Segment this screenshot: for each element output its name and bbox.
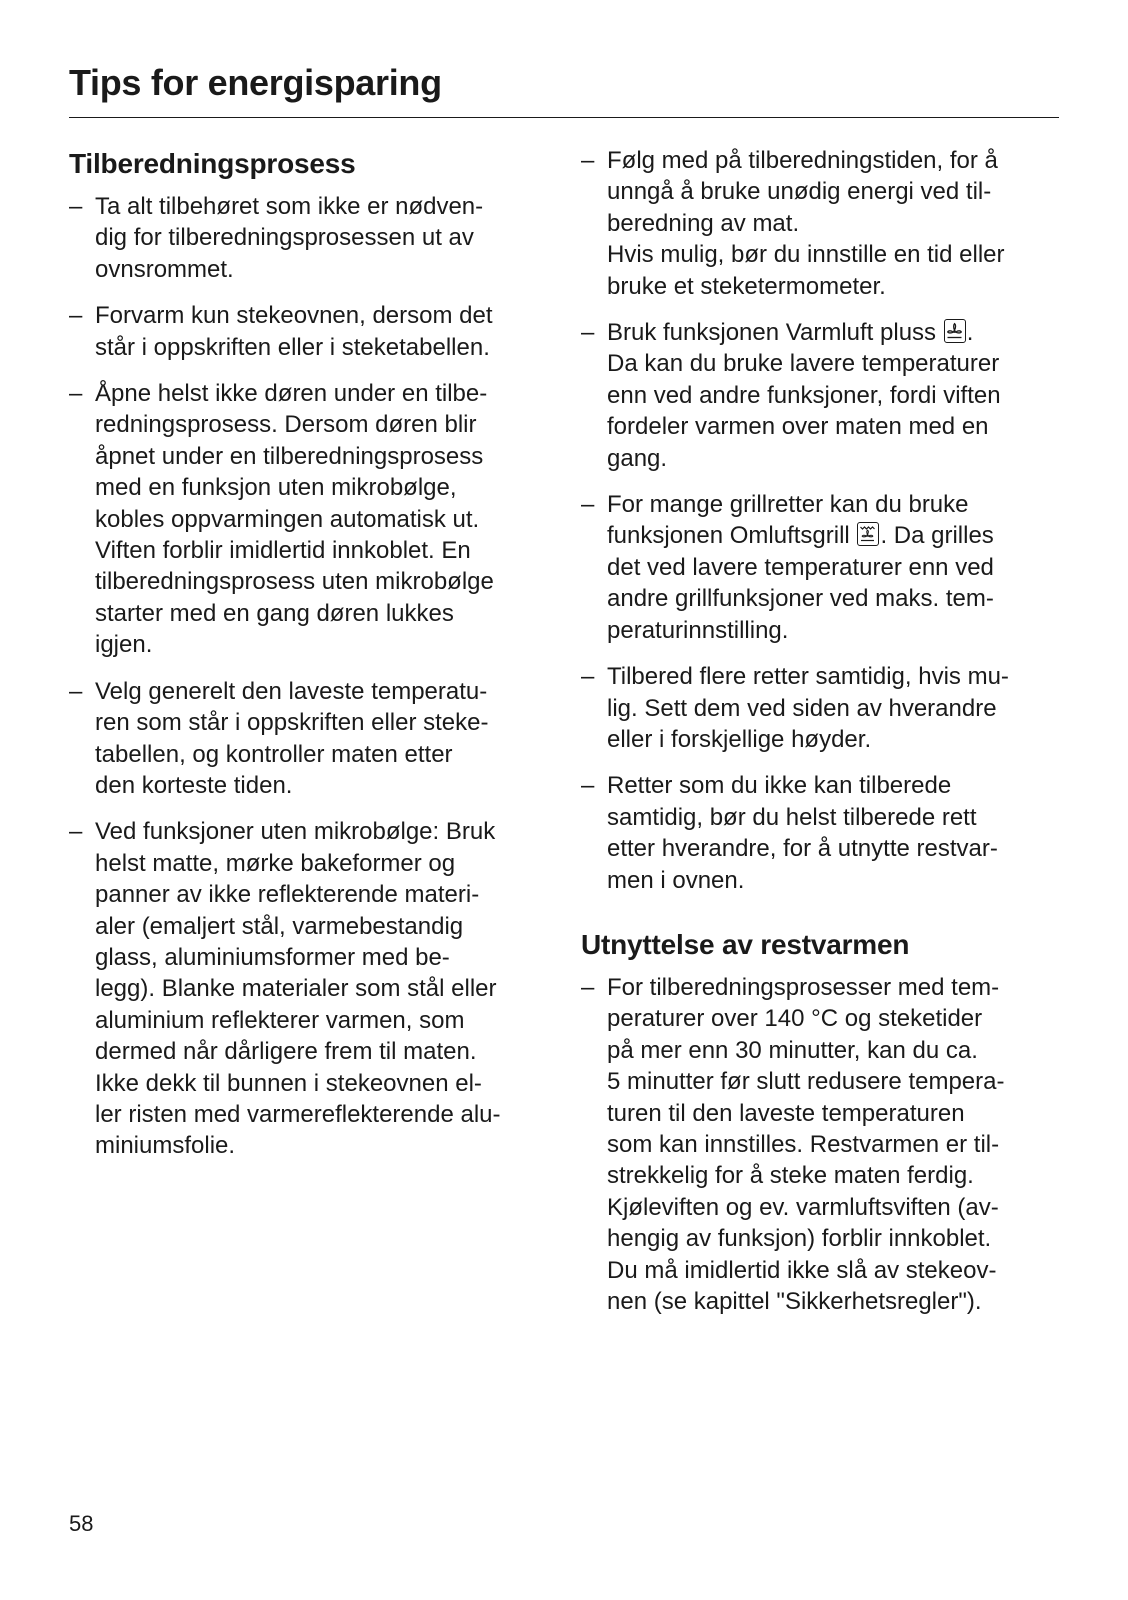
text-before-icon: For mange grillretter kan du bruke funksjonen Omluftsgrill — [607, 491, 969, 550]
bullet-dash: – — [581, 973, 595, 1001]
bullet-dash: – — [581, 491, 595, 519]
title-divider — [69, 117, 1059, 118]
list-item-text — [607, 317, 1061, 474]
list-item — [581, 972, 1061, 1317]
right-column — [581, 145, 1061, 1332]
page-title: Tips for energisparing — [69, 62, 442, 103]
text-after-icon: . Da grilles det ved lavere temperaturer enn ved andre grillfunksjoner ved maks. tem- peraturinnstilling. — [607, 522, 994, 644]
bullet-dash: – — [581, 663, 595, 691]
list-item — [69, 191, 559, 285]
bullet-dash: – — [69, 818, 83, 846]
bullet-dash: – — [69, 380, 83, 408]
list-item-text: Forvarm kun stekeovnen, dersom det står i oppskriften eller i steketabellen. — [95, 302, 493, 361]
list-item — [69, 300, 559, 363]
list-item — [69, 816, 559, 1161]
list-item-text: Ved funksjoner uten mikrobølge: Bruk helst matte, mørke bakeformer og panner av ikke reflekterende materi- aler (emaljert stål, varmebestandig glass, aluminiumsformer med be- legg). Blanke materialer som stål eller aluminium reflekterer varmen, som dermed når dårligere frem til maten. Ikke dekk til bunnen i stekeovnen el- ler risten med varmereflekterende alu- miniumsfolie. — [95, 818, 501, 1160]
list-item — [581, 489, 1061, 646]
list-item — [581, 317, 1061, 474]
section-heading-tilberedningsprosess: Tilberedningsprosess — [69, 148, 356, 179]
text-after-icon: . Da kan du bruke lavere temperaturer enn ved andre funksjoner, fordi viften fordeler varmen over maten med en gang. — [607, 319, 1001, 472]
list-item-text: Følg med på tilberedningstiden, for å unngå å bruke unødig energi ved til- beredning av mat. Hvis mulig, bør du innstille en tid eller bruke et steketermometer. — [607, 147, 1005, 300]
list-item — [581, 661, 1061, 755]
list-item — [581, 145, 1061, 302]
text-before-icon: Bruk funksjonen Varmluft pluss — [607, 319, 943, 347]
page-number: 58 — [69, 1511, 94, 1536]
energy-tips-list — [581, 145, 1061, 896]
list-item — [69, 378, 559, 661]
bullet-dash: – — [69, 677, 83, 705]
list-item-text: Retter som du ikke kan tilberede samtidig, bør du helst tilberede rett etter hverandre, for å utnytte restvar- men i ovnen. — [607, 772, 998, 894]
bullet-dash: – — [581, 147, 595, 174]
list-item-text: Åpne helst ikke døren under en tilbe- redningsprosess. Dersom døren blir åpnet under en tilberedningsprosess med en funksjon uten mikrobølge, kobles oppvarmingen automatisk ut. Viften forblir imidlertid innkoblet. En tilberedningsprosess uten mikrobølge starter med en gang døren lukkes igjen. — [95, 380, 494, 659]
list-item-text: Ta alt tilbehøret som ikke er nødven- dig for tilberedningsprosessen ut av ovnsrommet. — [95, 193, 484, 283]
bullet-dash: – — [69, 193, 83, 220]
left-column — [69, 145, 559, 1177]
list-item — [69, 676, 559, 802]
list-item-text: Tilbered flere retter samtidig, hvis mu- lig. Sett dem ved siden av hverandre eller i forskjellige høyder. — [607, 663, 1009, 753]
section-heading-utnyttelse-av-restvarmen: Utnyttelse av restvarmen — [581, 928, 910, 960]
bullet-dash: – — [69, 302, 83, 330]
list-item — [581, 770, 1061, 896]
list-item-text — [607, 489, 1061, 646]
tilberedningsprosess-list — [69, 191, 559, 1162]
bullet-dash: – — [581, 772, 595, 800]
restvarme-list — [581, 972, 1061, 1317]
bullet-dash: – — [581, 319, 595, 347]
list-item-text: For tilberedningsprosesser med tem- peraturer over 140 °C og steketider på mer enn 30 minutter, kan du ca. 5 minutter før slutt redusere tempera- turen til den laveste temperaturen som kan innstilles. Restvarmen er til- strekkelig for å steke maten ferdig. Kjøleviften og ev. varmluftsviften (av- hengig av funksjon) forblir innkoblet. Du må imidlertid ikke slå av stekeov- nen (se kapittel "Sikkerhetsregler"). — [607, 973, 1005, 1315]
fan-grill-icon — [857, 522, 879, 546]
list-item-text: Velg generelt den laveste temperatu- ren som står i oppskriften eller steke- tabellen, og kontroller maten etter den korteste tiden. — [95, 677, 489, 799]
fan-icon — [944, 319, 966, 343]
